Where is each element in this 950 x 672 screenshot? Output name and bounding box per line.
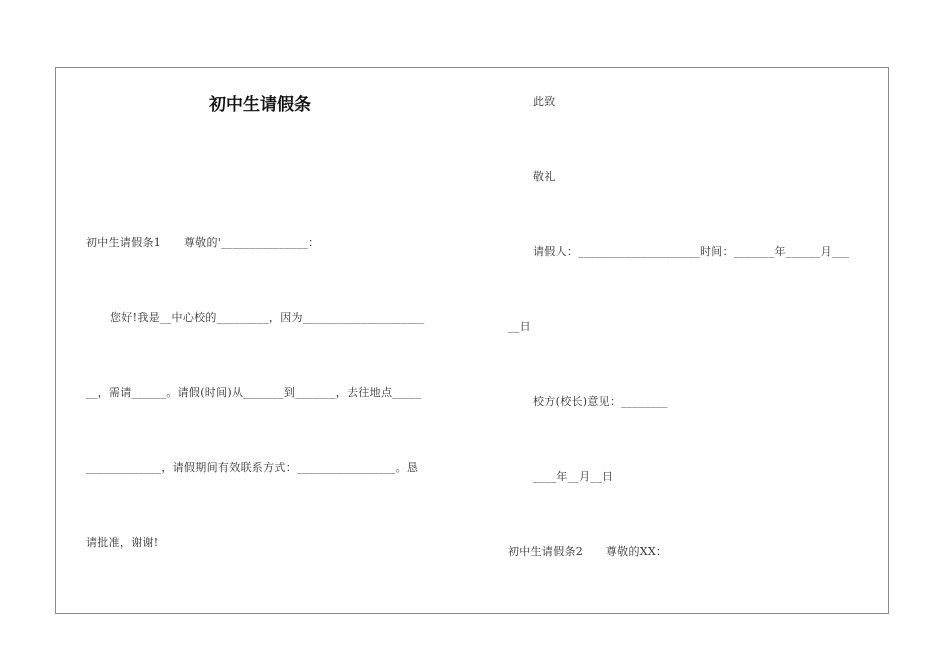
letter1-body-line-3: _____________，请假期间有效联系方式：_________________。恳	[86, 461, 419, 474]
letter1-body-line-4: 请批准，谢谢!	[86, 536, 159, 549]
letter2-salutation: 初中生请假条2 尊敬的XX：	[508, 545, 668, 558]
letter1-body-line-1: 您好!我是__中心校的_________，因为_____________________	[110, 311, 425, 324]
closing-jingli: 敬礼	[533, 170, 556, 183]
page-frame	[55, 67, 889, 614]
closing-cizhi: 此致	[533, 95, 556, 108]
document-title: 初中生请假条	[209, 95, 311, 115]
applicant-time-line: 请假人：_____________________时间：_______年______月___	[533, 245, 850, 258]
letter1-body-line-2: __，需请______。请假(时间)从_______到_______，去往地点_____	[86, 386, 422, 399]
letter1-salutation: 初中生请假条1 尊敬的'_______________：	[86, 236, 320, 249]
applicant-date-day: __日	[508, 320, 531, 333]
school-opinion-line: 校方(校长)意见：________	[533, 395, 668, 408]
school-opinion-date: ____年__月__日	[533, 470, 614, 483]
